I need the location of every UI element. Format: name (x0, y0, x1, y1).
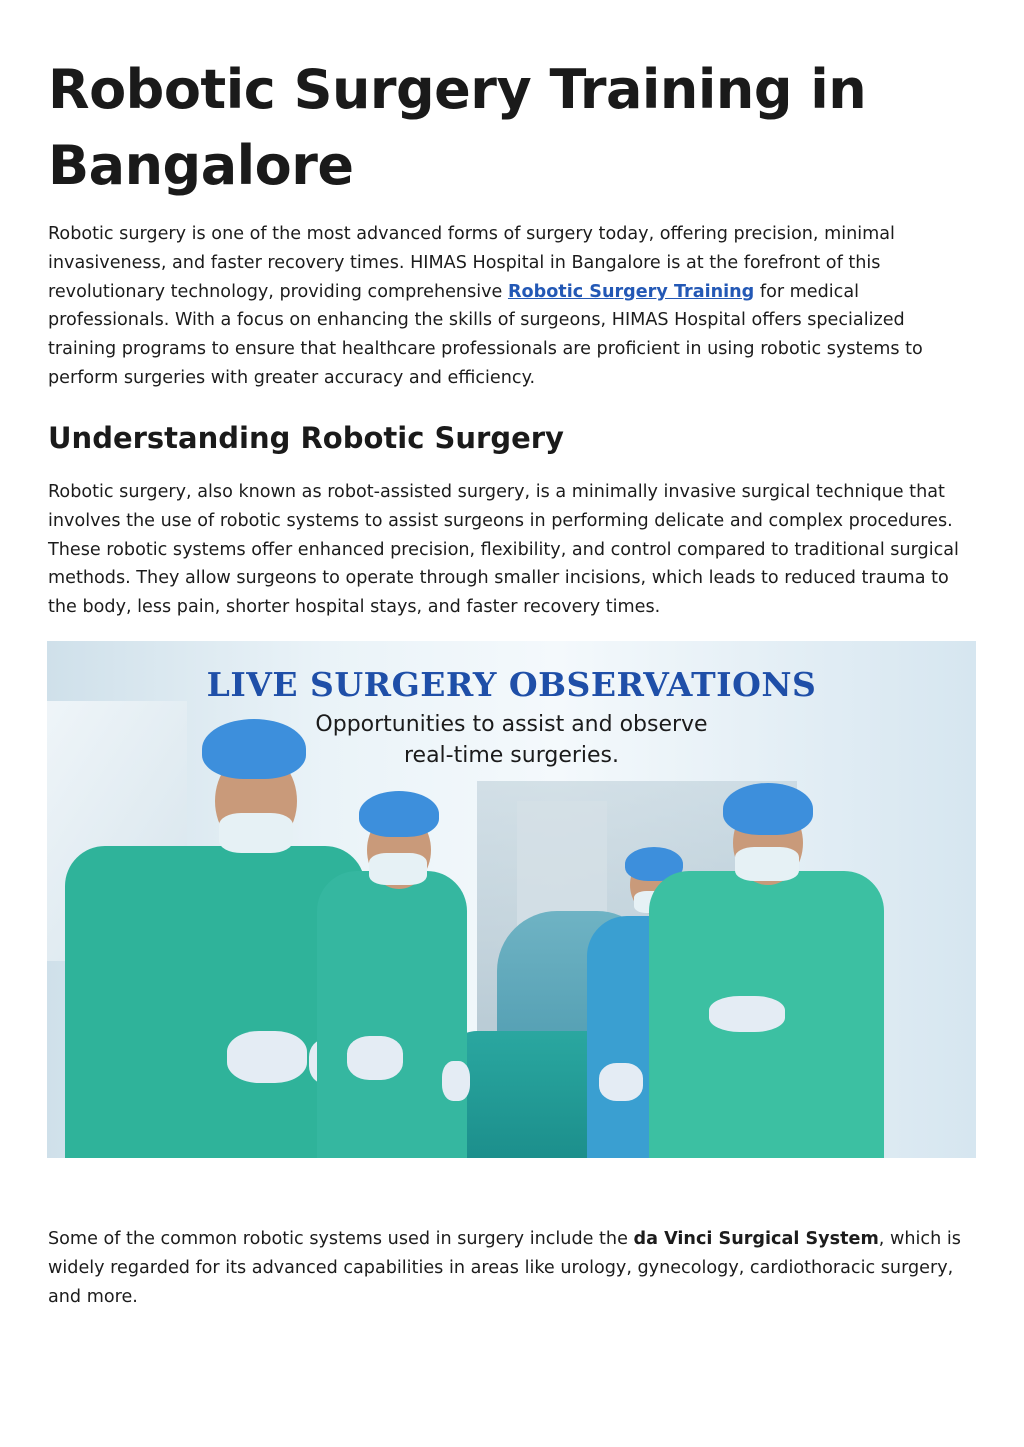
intro-text-start: Robotic surgery is one of the most advanced forms of surgery today, offering precision, minimal invasiveness, and faster recovery times. HIMAS Hospital in Bangalore is at the forefront of this revolutionary technology, providing comprehensive (48, 224, 895, 302)
page-title: Robotic Surgery Training in Bangalore (48, 58, 867, 197)
da-vinci-system-name: da Vinci Surgical System (633, 1229, 879, 1249)
robotic-surgery-training-link[interactable]: Robotic Surgery Training (507, 281, 755, 302)
closing-paragraph (48, 1225, 978, 1311)
intro-paragraph (48, 220, 978, 393)
banner-subtitle-line1: Opportunities to assist and observe (315, 712, 708, 737)
closing-text-start: Some of the common robotic systems used in surgery include the (48, 1229, 634, 1249)
banner-subtitle-line2: real-time surgeries. (403, 743, 620, 768)
closing-text-end: , which is widely regarded for its advanced capabilities in areas like urology, gynecology, cardiothoracic surgery, and more. (48, 1229, 961, 1307)
banner-subtitle (47, 709, 976, 771)
banner-title: LIVE SURGERY OBSERVATIONS (206, 665, 817, 704)
intro-text-end: for medical professionals. With a focus on enhancing the skills of surgeons, HIMAS Hospital offers specialized training programs to ensure that healthcare professionals are proficient in using robotic systems to perform surgeries with greater accuracy and efficiency. (48, 281, 923, 388)
section-heading: Understanding Robotic Surgery (48, 421, 564, 455)
section-paragraph: Robotic surgery, also known as robot-assisted surgery, is a minimally invasive surgical technique that involves the use of robotic systems to assist surgeons in performing delicate and complex procedures. These robotic systems offer enhanced precision, flexibility, and control compared to traditional surgical methods. They allow surgeons to operate through smaller incisions, which leads to reduced trauma to the body, less pain, shorter hospital stays, and faster recovery times. (48, 482, 959, 618)
live-surgery-banner-image (47, 641, 976, 1158)
